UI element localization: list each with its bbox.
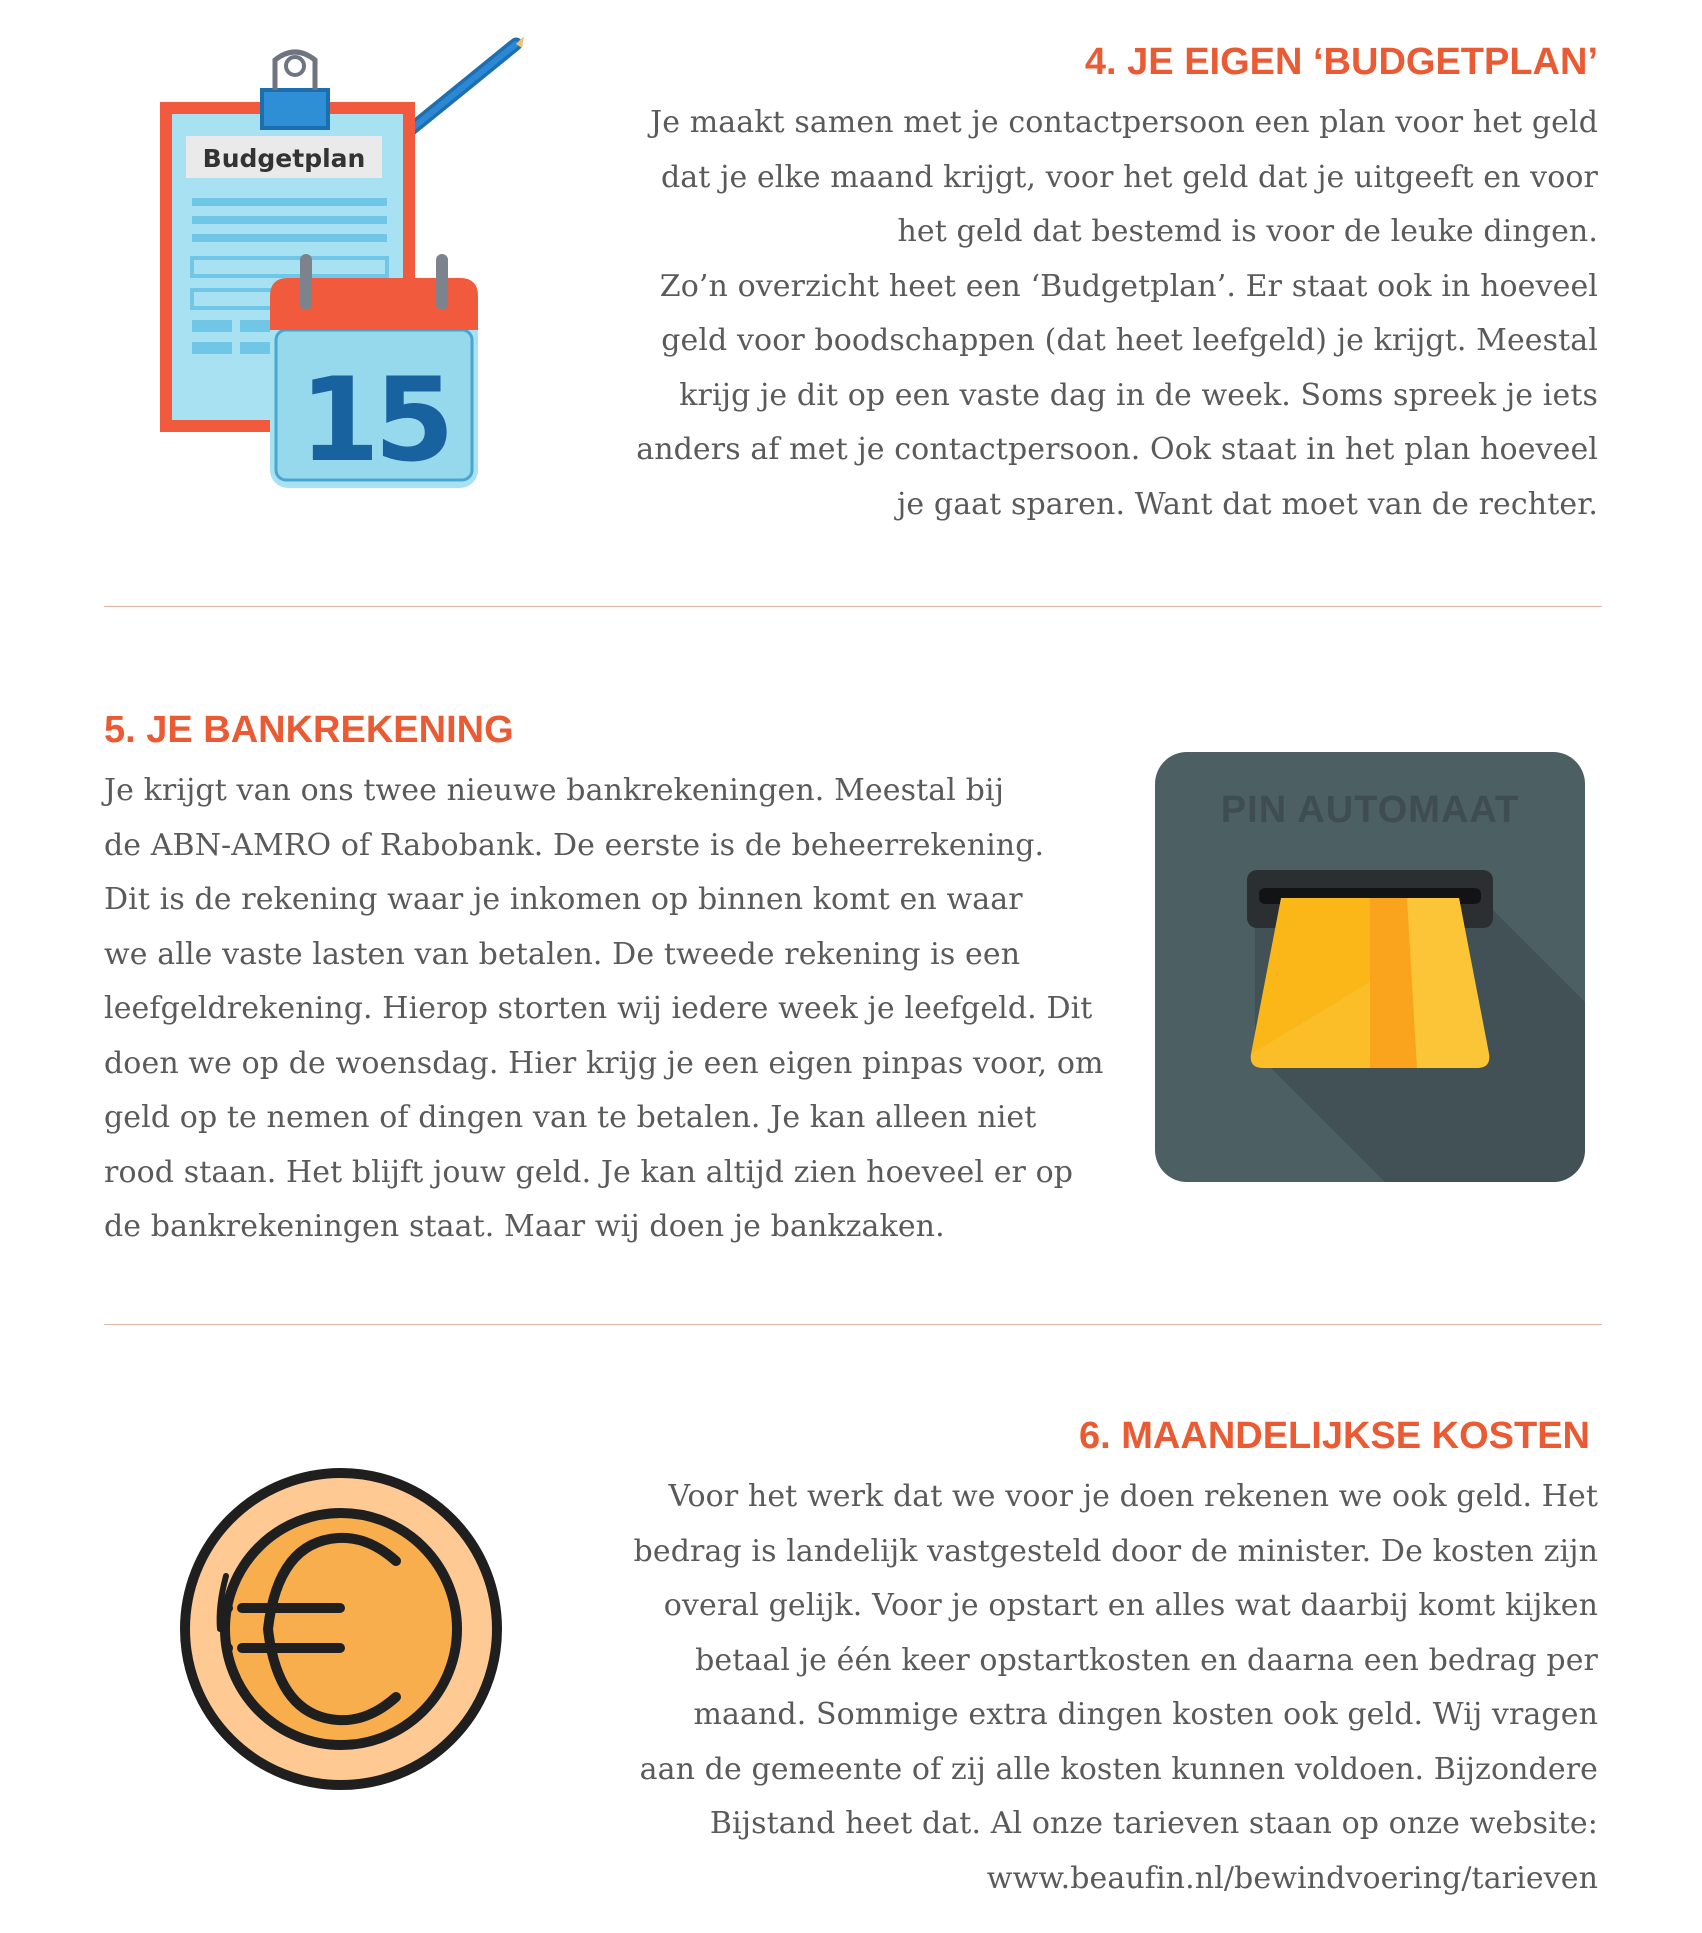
body-line: Bijstand heet dat. Al onze tarieven staan op onze website: xyxy=(709,1806,1598,1841)
divider xyxy=(104,1324,1602,1325)
section-title: 4. JE EIGEN ‘BUDGETPLAN’ xyxy=(1084,41,1598,83)
divider xyxy=(104,606,1602,607)
website-link[interactable]: www.beaufin.nl/bewindvoering/tarieven xyxy=(986,1860,1598,1896)
body-line: Dit is de rekening waar je inkomen op binnen komt en waar xyxy=(104,882,1023,917)
body-line: Je krijgt van ons twee nieuwe bankrekeningen. Meestal bij xyxy=(104,773,1004,808)
atm-card-icon xyxy=(1155,752,1585,1182)
body-line: aan de gemeente of zij alle kosten kunnen voldoen. Bijzondere xyxy=(639,1751,1598,1787)
body-line: bedrag is landelijk vastgesteld door de minister. De kosten zijn xyxy=(633,1533,1598,1569)
body-line: je gaat sparen. Want dat moet van de rechter. xyxy=(897,486,1598,522)
body-line: leefgeldrekening. Hierop storten wij iedere week je leefgeld. Dit xyxy=(104,991,1093,1026)
section-body xyxy=(636,96,1598,532)
section-body xyxy=(634,1470,1598,1906)
body-line: het geld dat bestemd is voor de leuke dingen. xyxy=(897,214,1598,249)
body-line: Voor het werk dat we voor je doen rekenen we ook geld. Het xyxy=(668,1479,1598,1514)
section-title: 6. MAANDELIJKSE KOSTEN xyxy=(1079,1415,1590,1457)
body-line: krijg je dit op een vaste dag in de week. Soms spreek je iets xyxy=(679,377,1598,413)
body-line: betaal je één keer opstartkosten en daarna een bedrag per xyxy=(695,1642,1598,1678)
section-maandelijkse-kosten xyxy=(0,1400,1702,1933)
body-line: doen we op de woensdag. Hier krijg je een eigen pinpas voor, om xyxy=(104,1045,1104,1081)
section-budgetplan xyxy=(0,0,1702,560)
section-bankrekening xyxy=(0,690,1702,1310)
body-line: anders af met je contactpersoon. Ook staat in het plan hoeveel xyxy=(636,432,1598,467)
body-line: geld voor boodschappen (dat heet leefgeld) je krijgt. Meestal xyxy=(661,323,1598,358)
body-line: rood staan. Het blijft jouw geld. Je kan altijd zien hoeveel er op xyxy=(104,1154,1074,1190)
body-line: Je maakt samen met je contactpersoon een plan voor het geld xyxy=(650,105,1598,140)
section-body xyxy=(104,764,1104,1255)
section-title: 5. JE BANKREKENING xyxy=(104,709,514,751)
euro-coin-icon xyxy=(178,1466,504,1792)
body-line: dat je elke maand krijgt, voor het geld dat je uitgeeft en voor xyxy=(660,159,1598,195)
body-line: we alle vaste lasten van betalen. De tweede rekening is een xyxy=(104,936,1021,972)
body-line: de bankrekeningen staat. Maar wij doen je bankzaken. xyxy=(104,1209,945,1244)
body-line: de ABN-AMRO of Rabobank. De eerste is de beheerrekening. xyxy=(104,827,1045,863)
body-line: overal gelijk. Voor je opstart en alles wat daarbij komt kijken xyxy=(663,1588,1598,1623)
atm-label: PIN AUTOMAAT xyxy=(1220,789,1520,831)
body-line: geld op te nemen of dingen van te betalen. Je kan alleen niet xyxy=(104,1100,1037,1135)
budgetplan-label: Budgetplan xyxy=(202,144,366,173)
body-line: maand. Sommige extra dingen kosten ook geld. Wij vragen xyxy=(693,1697,1598,1732)
calendar-day: 15 xyxy=(299,353,449,488)
body-line: Zo’n overzicht heet een ‘Budgetplan’. Er staat ook in hoeveel xyxy=(659,268,1598,304)
clipboard-calendar-icon xyxy=(150,30,530,500)
